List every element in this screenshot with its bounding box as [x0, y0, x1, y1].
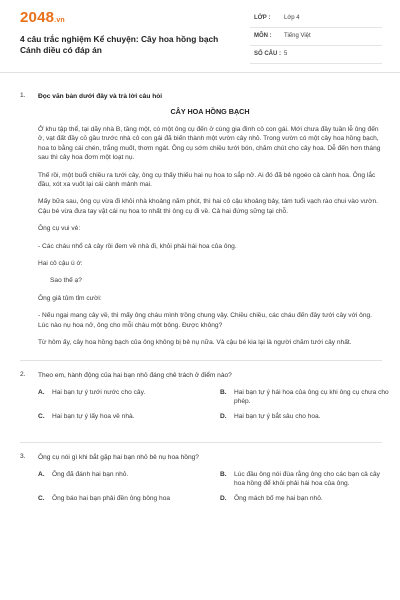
quiz-content	[20, 92, 389, 512]
option-text: Ông mách bố mẹ hai bạn nhỏ.	[234, 494, 323, 502]
meta-value: 5	[284, 51, 288, 57]
meta-value: Tiếng Việt	[284, 33, 311, 39]
meta-label: LỚP :	[254, 15, 271, 21]
option-text: Hai bạn tự ý lấy hoa về nhà.	[52, 412, 135, 420]
option-text: Lúc đầu ông nói đùa rằng ông cho các bạn cả cây hoa hồng để khỏi phải hái hoa của ông.	[234, 470, 380, 487]
meta-row-count	[250, 46, 382, 64]
option-text: Hai bạn tự ý bắt sâu cho hoa.	[234, 412, 321, 420]
question-3	[20, 453, 382, 512]
option-text: Hai bạn tự ý tưới nước cho cây.	[52, 388, 146, 396]
question-divider	[20, 360, 382, 361]
option-letter: C.	[38, 494, 45, 502]
question-text: Theo em, hành động của hai bạn nhỏ đáng chê trách ở điểm nào?	[38, 371, 232, 379]
option-letter: C.	[38, 412, 45, 420]
passage-paragraph: Hai cô cậu ú ớ:	[38, 260, 83, 268]
option-b[interactable]	[220, 388, 392, 406]
option-c[interactable]	[38, 412, 210, 430]
option-letter: B.	[220, 388, 227, 396]
question-divider	[20, 442, 382, 443]
question-2	[20, 370, 389, 430]
option-text: Hai bạn tự ý hái hoa của ông cụ khi ông cụ chưa cho phép.	[234, 388, 389, 405]
question-number: 2.	[20, 370, 26, 378]
passage-paragraph: - Nếu ngại mang cây về, thì mấy ông cháu mình trồng chung vậy. Chiều chiều, các cháu đến đây tưới cây với ông. Lúc nào nụ hoa nở, ông cho mỗi cháu một bông. Được không?	[38, 312, 373, 329]
option-a[interactable]	[38, 470, 210, 488]
question-number: 1.	[20, 92, 26, 99]
question-text: Ông cụ nói gì khi bắt gặp hai bạn nhỏ bẻ nụ hoa hồng?	[38, 453, 199, 461]
document-title: 4 câu trắc nghiệm Kể chuyện: Cây hoa hồng bạch Cánh diều có đáp án	[20, 34, 219, 55]
passage-paragraph: Mấy bữa sau, ông cụ vừa đi khỏi nhà khoảng năm phút, thì hai cô cậu khoảng bảy, tám tuổi vạch rào chui vào vườn. Cậu bé vừa đưa tay vặt cái nụ hoa to nhất thì ông cụ đi về. Cả hai đứng sững tại chỗ.	[38, 198, 379, 215]
option-c[interactable]	[38, 494, 210, 512]
meta-label: MÔN :	[254, 33, 272, 39]
option-letter: A.	[38, 470, 45, 478]
option-letter: D.	[220, 412, 227, 420]
question-text: Đọc văn bản dưới đây và trả lời câu hỏi	[38, 93, 163, 100]
option-letter: A.	[38, 388, 45, 396]
meta-row-subject	[250, 28, 382, 46]
passage-paragraph: Ông giả tủm tỉm cười:	[38, 294, 102, 302]
passage-paragraph: - Các cháu nhổ cả cây rồi đem về nhà đi, khỏi phải hái hoa của ông.	[38, 242, 237, 250]
option-letter: B.	[220, 470, 227, 478]
option-b[interactable]	[220, 470, 392, 488]
meta-label: SỐ CÂU :	[254, 51, 281, 57]
answer-options	[38, 470, 382, 512]
question-number: 3.	[20, 452, 26, 460]
option-letter: D.	[220, 494, 227, 502]
passage-paragraph: Thế rồi, một buổi chiều ra tưới cây, ông cụ thấy thiếu hai nụ hoa to sắp nở. Ai đó đã bẻ ngoéo cả cành hoa. Ông lắc đầu, xót xa vuốt lại cái cành mảnh mai.	[38, 171, 376, 189]
page-header	[0, 0, 400, 73]
meta-value: Lớp 4	[284, 15, 300, 21]
passage-paragraph: Từ hôm ấy, cây hoa hồng bạch của ông không bị bẻ nụ nữa. Và cậu bé kia lại là người chăm tưới cây nhất.	[38, 339, 352, 347]
meta-row-grade	[250, 10, 382, 28]
option-d[interactable]	[220, 494, 392, 512]
question-1	[20, 92, 382, 348]
passage-paragraph: Ở khu tập thể, tại dãy nhà B, tầng một, có một ông cụ đến ở cùng gia đình cô con gái. Mới chưa đầy tuần lễ ông đến ở, vạt đất đầy cỏ gầu trước nhà cô con gái đã biến thành một vườn cây nhỏ. Trong vườn có một cây hoa hồng bạch, hoa to bằng cái chén, trắng muốt, thơm ngát. Ông cụ sớm chiều tưới bón, chăm chút cho cây hoa. Dễ đến hơn tháng sau thì cây hoa đơm một loạt nụ.	[38, 126, 381, 162]
option-text: Ông đã đánh hai bạn nhỏ.	[52, 470, 129, 478]
passage-title: CÂY HOA HỒNG BẠCH	[170, 107, 250, 116]
option-d[interactable]	[220, 412, 392, 430]
passage-paragraph: Ông cụ vui vẻ:	[38, 225, 81, 233]
option-text: Ông báo hai bạn phải đền ông bông hoa	[52, 494, 171, 502]
option-a[interactable]	[38, 388, 210, 406]
answer-options	[38, 388, 389, 430]
site-logo[interactable]: 2048.vn	[20, 9, 65, 26]
reading-passage	[38, 107, 382, 348]
meta-table	[250, 10, 382, 64]
passage-paragraph: Sao thế ạ?	[50, 277, 82, 285]
